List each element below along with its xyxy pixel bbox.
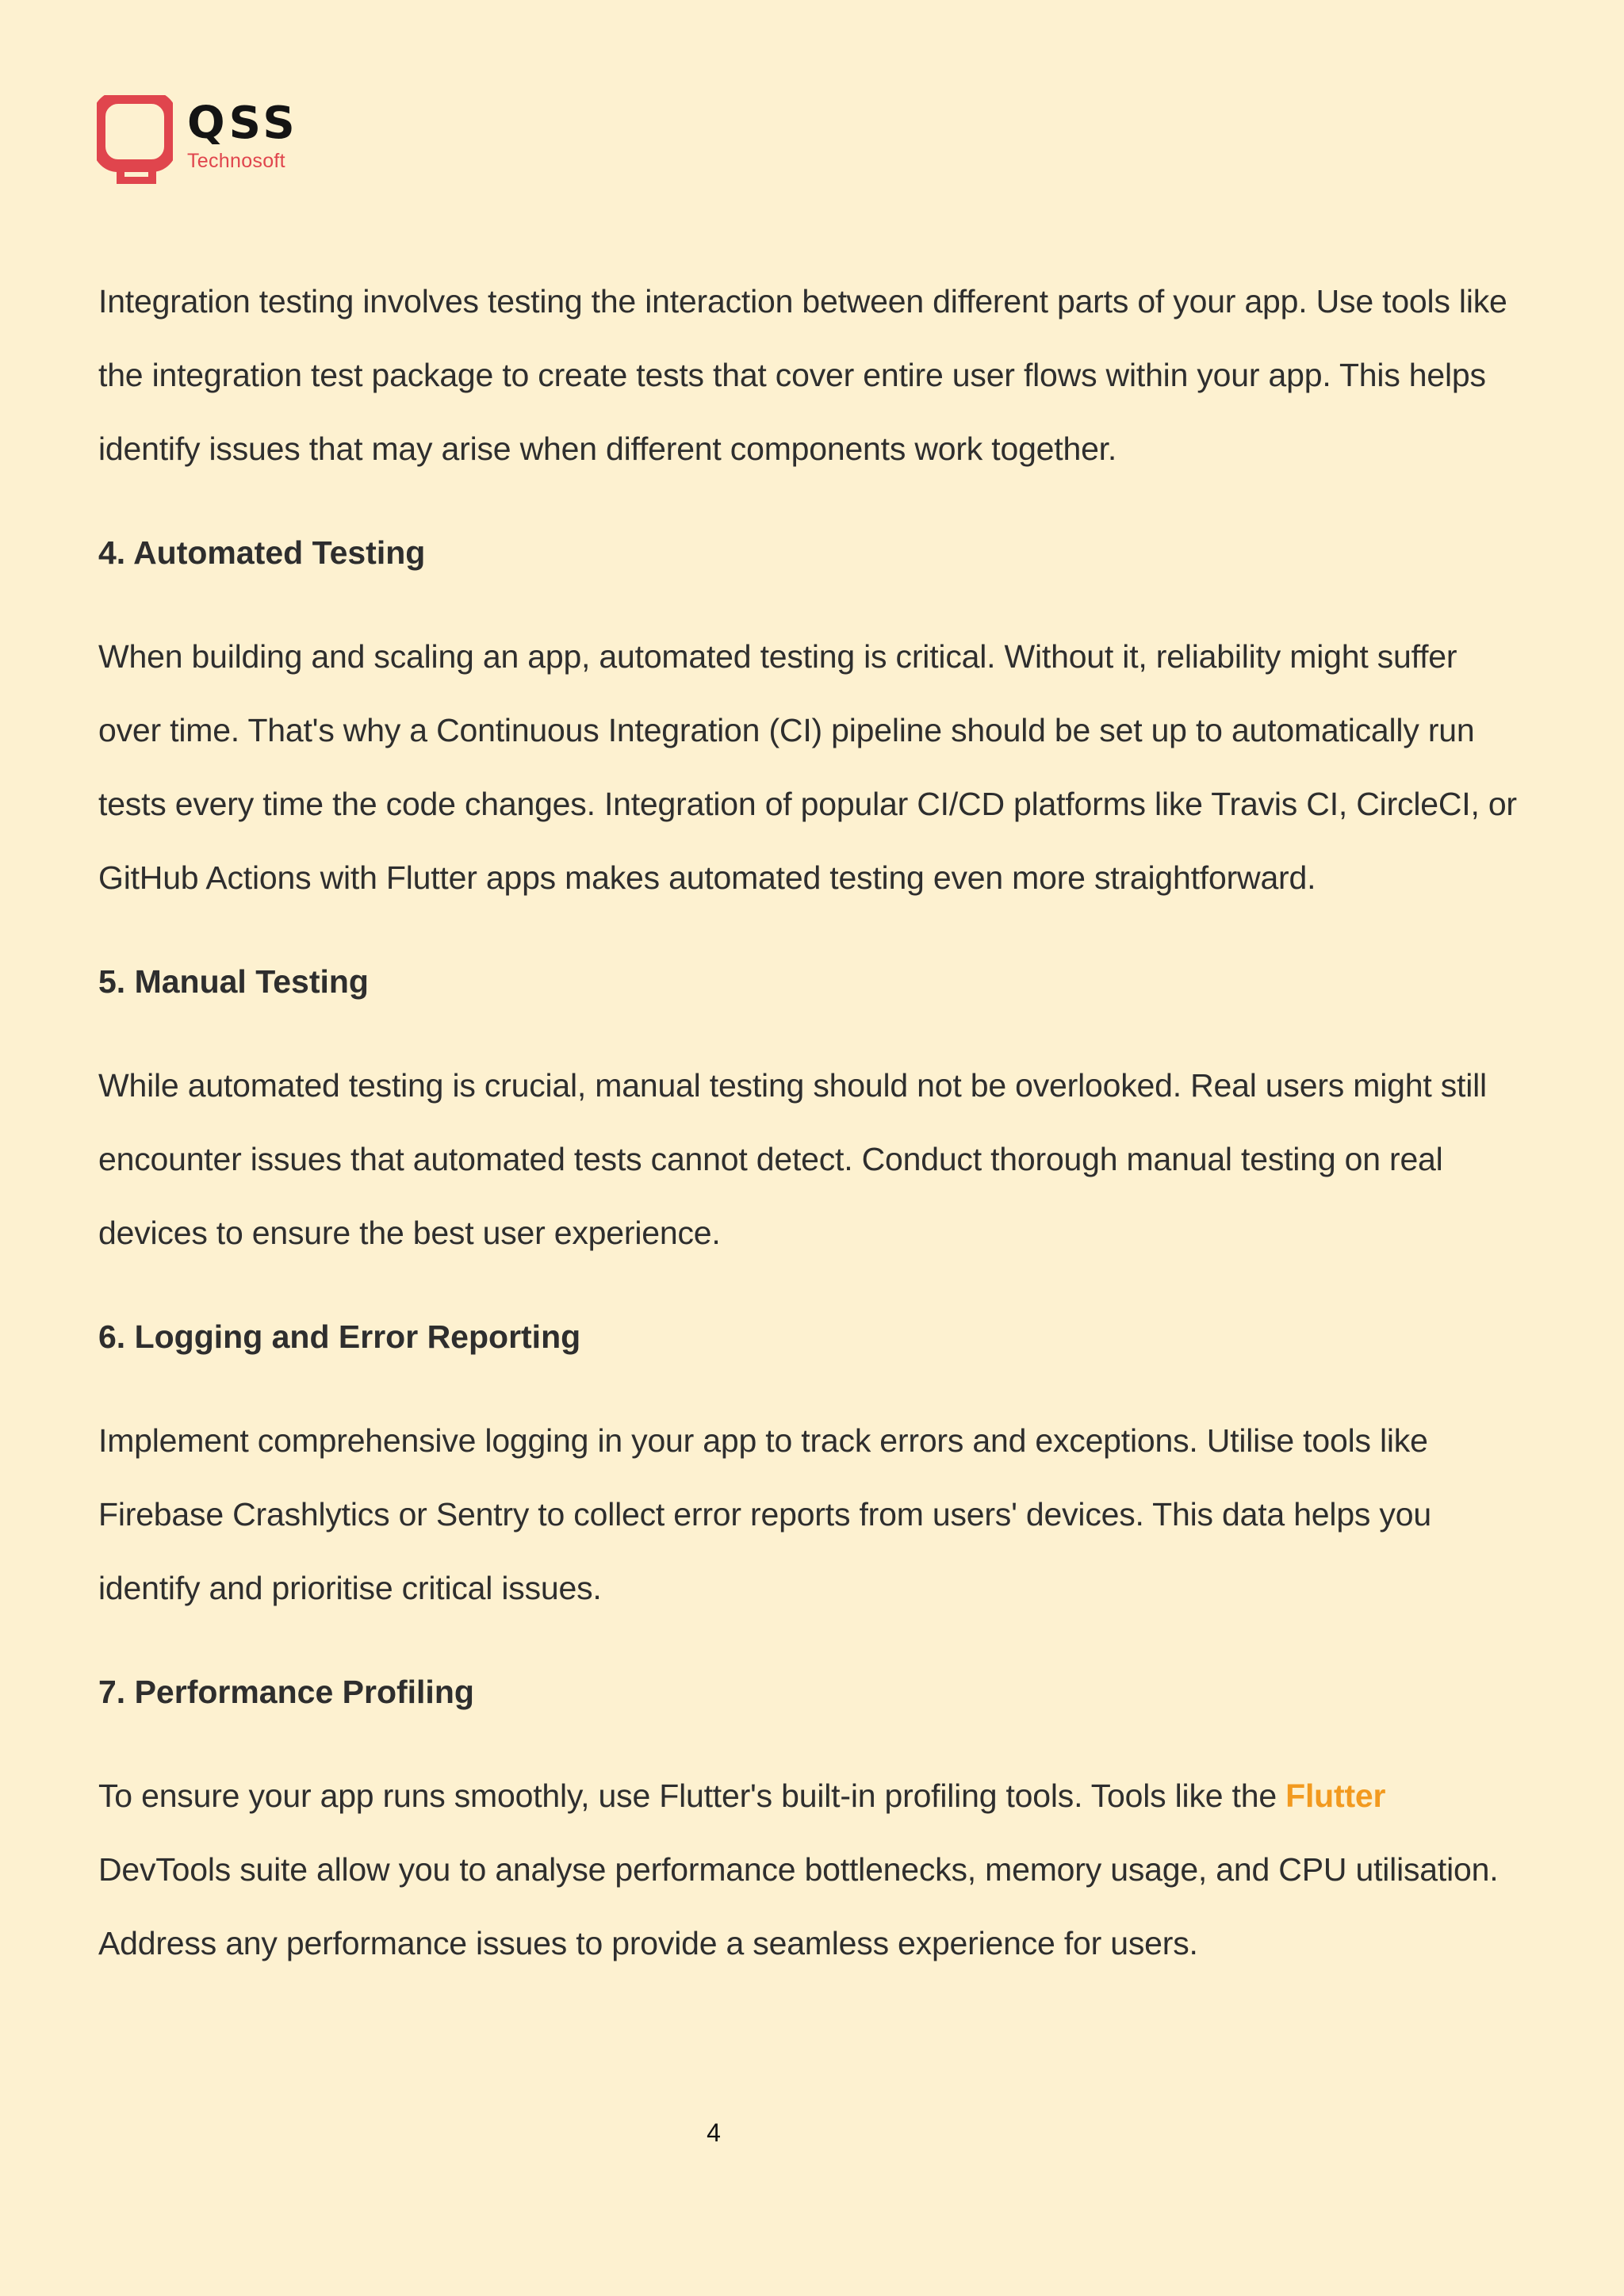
section-heading-manual-testing: 5. Manual Testing [98,963,369,1000]
logo-name: QSS [187,98,299,149]
section-body-manual-testing: While automated testing is crucial, manual testing should not be overlooked. Real users might still encounter issues that automated tests cannot detect. Conduct thorough manual testing on real devices to ensure the best user experience. [98,1067,1487,1251]
section-heading-performance: 7. Performance Profiling [98,1674,474,1710]
body-text-before-link: To ensure your app runs smoothly, use Flutter's built-in profiling tools. Tools like the [98,1777,1286,1814]
document-body [98,265,1526,1980]
qss-logo-icon [97,95,173,184]
page-number: 4 [707,2118,721,2147]
section-heading-logging: 6. Logging and Error Reporting [98,1318,581,1355]
section-body-logging: Implement comprehensive logging in your app to track errors and exceptions. Utilise tools like Firebase Crashlytics or Sentry to collect error reports from users' devices. This data helps you identify and prioritise critical issues. [98,1422,1431,1606]
logo-subtitle: Technosoft [187,150,285,172]
intro-paragraph: Integration testing involves testing the interaction between different parts of your app. Use tools like the integration test package to create tests that cover entire user flows within your app. This helps identify issues that may arise when different components work together. [98,283,1507,467]
logo [97,95,299,184]
flutter-link[interactable]: Flutter [1285,1777,1386,1814]
section-body-automated-testing: When building and scaling an app, automated testing is critical. Without it, reliability might suffer over time. That's why a Continuous Integration (CI) pipeline should be set up to automatically run tests every time the code changes. Integration of popular CI/CD platforms like Travis CI, CircleCI, or GitHub Actions with Flutter apps makes automated testing even more straightforward. [98,638,1517,896]
section-heading-automated-testing: 4. Automated Testing [98,534,426,571]
body-text-after-link: DevTools suite allow you to analyse performance bottlenecks, memory usage, and CPU utilisation. Address any performance issues to provide a seamless experience for users. [98,1851,1499,1961]
section-body-performance [98,1759,1526,1980]
